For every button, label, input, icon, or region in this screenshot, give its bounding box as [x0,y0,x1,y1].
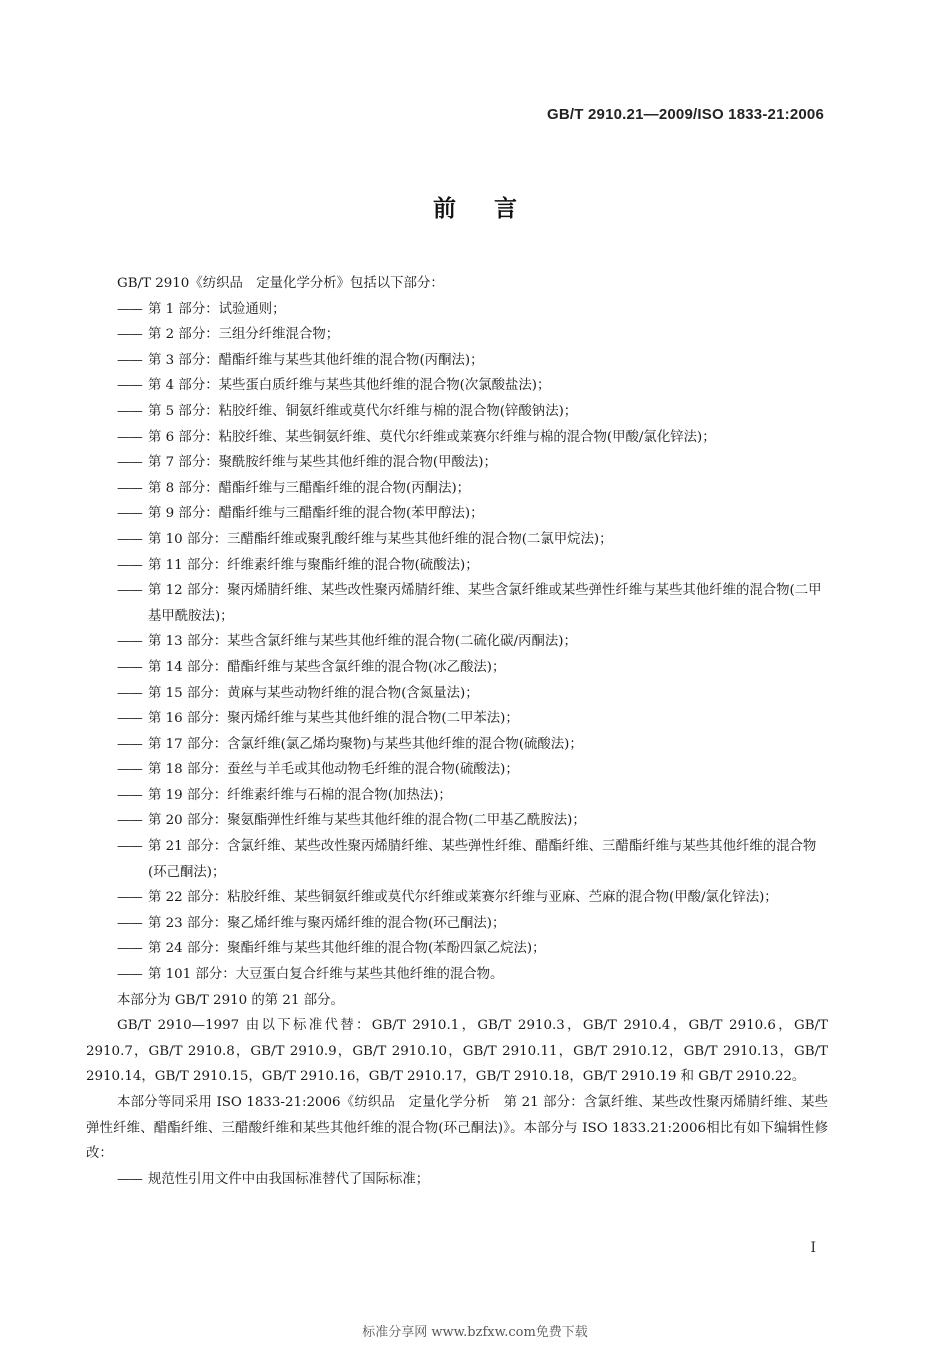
list-item-text: 第 12 部分：聚丙烯腈纤维、某些改性聚丙烯腈纤维、某些含氯纤维或某些弹性纤维与某些其他纤维的混合物(二甲基甲酰胺法)； [148,583,822,624]
list-item [86,808,828,834]
dash-mark: —— [117,711,142,727]
dash-mark: —— [117,506,142,522]
dash-mark: —— [117,839,142,855]
list-item-text: 第 6 部分：粘胶纤维、某些铜氨纤维、莫代尔纤维或莱赛尔纤维与棉的混合物(甲酸/氯化锌法)； [148,429,716,445]
replaces-paragraph: GB/T 2910—1997 由以下标准代替：GB/T 2910.1，GB/T 2910.3，GB/T 2910.4，GB/T 2910.6，GB/T 2910.7，GB/T 2910.8，GB/T 2910.9，GB/T 2910.10，GB/T 2910.11，GB/T 2910.12，GB/T 2910.13，GB/T 2910.14，GB/T 2910.15，GB/T 2910.16，GB/T 2910.17，GB/T 2910.18，GB/T 2910.19 和 GB/T 2910.22。 [86,1018,828,1085]
list-item-text: 第 24 部分：聚酯纤维与某些其他纤维的混合物(苯酚四氯乙烷法)； [148,941,546,957]
page-number: I [810,1240,816,1256]
list-item-text: 第 22 部分：粘胶纤维、某些铜氨纤维或莫代尔纤维或莱赛尔纤维与亚麻、苎麻的混合物(甲酸/氯化锌法)； [148,890,778,906]
list-item-text: 第 17 部分：含氯纤维(氯乙烯均聚物)与某些其他纤维的混合物(硫酸法)； [148,736,583,752]
list-item-text: 规范性引用文件中由我国标准替代了国际标准； [148,1171,430,1187]
dash-mark: —— [117,941,142,957]
list-item [86,732,828,758]
adoption-paragraph: 本部分等同采用 ISO 1833-21:2006《纺织品 定量化学分析 第 21 部分：含氯纤维、某些改性聚丙烯腈纤维、某些弹性纤维、醋酯纤维、三醋酸纤维和某些其他纤维的混合物(环己酮法)》。本部分与 ISO 1833.21:2006相比有如下编辑性修改： [86,1095,828,1162]
list-item-text: 第 19 部分：纤维素纤维与石棉的混合物(加热法)； [148,787,452,803]
list-item [86,578,828,629]
list-item [86,399,828,425]
list-item-text: 第 101 部分：大豆蛋白复合纤维与某些其他纤维的混合物。 [148,967,504,983]
list-item [86,476,828,502]
list-item [86,501,828,527]
list-item [86,450,828,476]
part-of-paragraph: 本部分为 GB/T 2910 的第 21 部分。 [117,992,344,1008]
dash-mark: —— [117,557,142,573]
list-item [86,373,828,399]
list-item-text: 第 9 部分：醋酯纤维与三醋酯纤维的混合物(苯甲醇法)； [148,506,484,522]
list-item-text: 第 10 部分：三醋酯纤维或聚乳酸纤维与某些其他纤维的混合物(二氯甲烷法)； [148,531,613,547]
list-item [86,425,828,451]
dash-mark: —— [117,429,142,445]
list-item [86,911,828,937]
dash-mark: —— [117,685,142,701]
list-item-text: 第 1 部分：试验通则； [148,301,286,317]
dash-mark: —— [117,531,142,547]
dash-mark: —— [117,403,142,419]
list-item [86,834,828,885]
list-item-text: 第 15 部分：黄麻与某些动物纤维的混合物(含氮量法)； [148,685,479,701]
list-item-text: 第 18 部分：蚕丝与羊毛或其他动物毛纤维的混合物(硫酸法)； [148,762,519,778]
dash-mark: —— [117,890,142,906]
list-item-text: 第 5 部分：粘胶纤维、铜氨纤维或莫代尔纤维与棉的混合物(锌酸钠法)； [148,403,578,419]
list-item-text: 第 4 部分：某些蛋白质纤维与某些其他纤维的混合物(次氯酸盐法)； [148,378,551,394]
list-item-text: 第 7 部分：聚酰胺纤维与某些其他纤维的混合物(甲酸法)； [148,455,497,471]
list-item [86,936,828,962]
list-item-text: 第 13 部分：某些含氯纤维与某些其他纤维的混合物(二硫化碳/丙酮法)； [148,634,577,650]
list-item [86,962,828,988]
list-item-text: 第 11 部分：纤维素纤维与聚酯纤维的混合物(硫酸法)； [148,557,479,573]
dash-mark: —— [117,455,142,471]
dash-mark: —— [117,352,142,368]
list-item-text: 第 21 部分：含氯纤维、某些改性聚丙烯腈纤维、某些弹性纤维、醋酯纤维、三醋酯纤维与某些其他纤维的混合物(环己酮法)； [148,839,817,880]
list-item-text: 第 8 部分：醋酯纤维与三醋酯纤维的混合物(丙酮法)； [148,480,471,496]
list-item [86,783,828,809]
dash-mark: —— [117,1171,142,1187]
list-item [86,322,828,348]
list-item [86,553,828,579]
list-item [86,757,828,783]
list-item [86,297,828,323]
list-item [86,655,828,681]
list-item-text: 第 20 部分：聚氨酯弹性纤维与某些其他纤维的混合物(二甲基乙酰胺法)； [148,813,586,829]
parts-list [86,297,828,988]
standard-code: GB/T 2910.21—2009/ISO 1833-21:2006 [547,106,824,123]
dash-mark: —— [117,736,142,752]
list-item [86,706,828,732]
dash-mark: —— [117,762,142,778]
list-item [86,348,828,374]
document-body [86,271,828,1192]
list-item [86,681,828,707]
list-item-text: 第 14 部分：醋酯纤维与某些含氯纤维的混合物(冰乙酸法)； [148,659,506,675]
dash-mark: —— [117,480,142,496]
dash-mark: —— [117,378,142,394]
list-item [86,527,828,553]
footer-watermark: 标准分享网 www.bzfxw.com免费下载 [362,1325,588,1340]
dash-mark: —— [117,659,142,675]
list-item [86,629,828,655]
dash-mark: —— [117,967,142,983]
list-item-text: 第 23 部分：聚乙烯纤维与聚丙烯纤维的混合物(环己酮法)； [148,915,506,931]
list-item-text: 第 2 部分：三组分纤维混合物； [148,327,340,343]
dash-mark: —— [117,787,142,803]
dash-mark: —— [117,301,142,317]
intro-line: GB/T 2910《纺织品 定量化学分析》包括以下部分： [117,276,444,291]
dash-mark: —— [117,634,142,650]
dash-mark: —— [117,583,142,599]
dash-mark: —— [117,813,142,829]
page-title: 前言 [433,196,555,222]
list-item-text: 第 16 部分：聚丙烯纤维与某些其他纤维的混合物(二甲苯法)； [148,711,519,727]
list-item [86,1167,828,1193]
list-item-text: 第 3 部分：醋酯纤维与某些其他纤维的混合物(丙酮法)； [148,352,484,368]
dash-mark: —— [117,915,142,931]
dash-mark: —— [117,327,142,343]
list-item [86,885,828,911]
